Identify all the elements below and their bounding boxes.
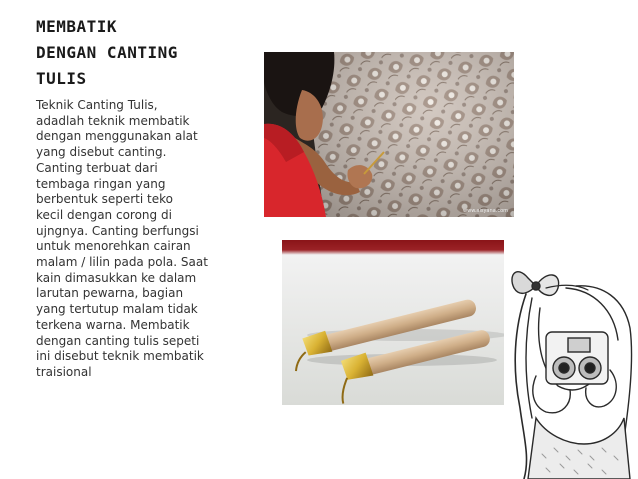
- canting-photo: [282, 240, 504, 405]
- body-line: yang tertutup malam tidak: [36, 302, 198, 317]
- body-line: untuk menorehkan cairan: [36, 239, 191, 254]
- batik-photo: [264, 52, 514, 217]
- body-line: kecil dengan corong di: [36, 207, 172, 222]
- body-line: yang disebut canting.: [36, 145, 167, 160]
- body-line: malam / lilin pada pola. Saat: [36, 255, 208, 270]
- body-line: berbentuk seperti teko: [36, 192, 173, 207]
- photo-credit: www.aisyana.com: [463, 208, 508, 214]
- body-line: ujngnya. Canting berfungsi: [36, 223, 199, 238]
- title-line: TULIS: [36, 69, 87, 88]
- body-line: ini disebut teknik membatik: [36, 349, 204, 364]
- body-line: adadlah teknik membatik: [36, 113, 190, 128]
- body-line: Canting terbuat dari: [36, 160, 158, 175]
- body-line: terkena warna. Membatik: [36, 317, 190, 332]
- body-line: tembaga ringan yang: [36, 176, 166, 191]
- body-line: Teknik Canting Tulis,: [36, 98, 158, 112]
- camera-girl-sketch: [506, 258, 636, 479]
- slide-title: [36, 14, 256, 92]
- body-line: traisional: [36, 364, 92, 379]
- body-line: dengan canting tulis sepeti: [36, 333, 200, 348]
- body-line: dengan menggunakan alat: [36, 129, 198, 144]
- body-text: [36, 98, 242, 381]
- body-line: larutan pewarna, bagian: [36, 286, 184, 301]
- title-line: MEMBATIK: [36, 17, 118, 36]
- title-line: DENGAN CANTING: [36, 43, 178, 62]
- body-line: kain dimasukkan ke dalam: [36, 270, 197, 285]
